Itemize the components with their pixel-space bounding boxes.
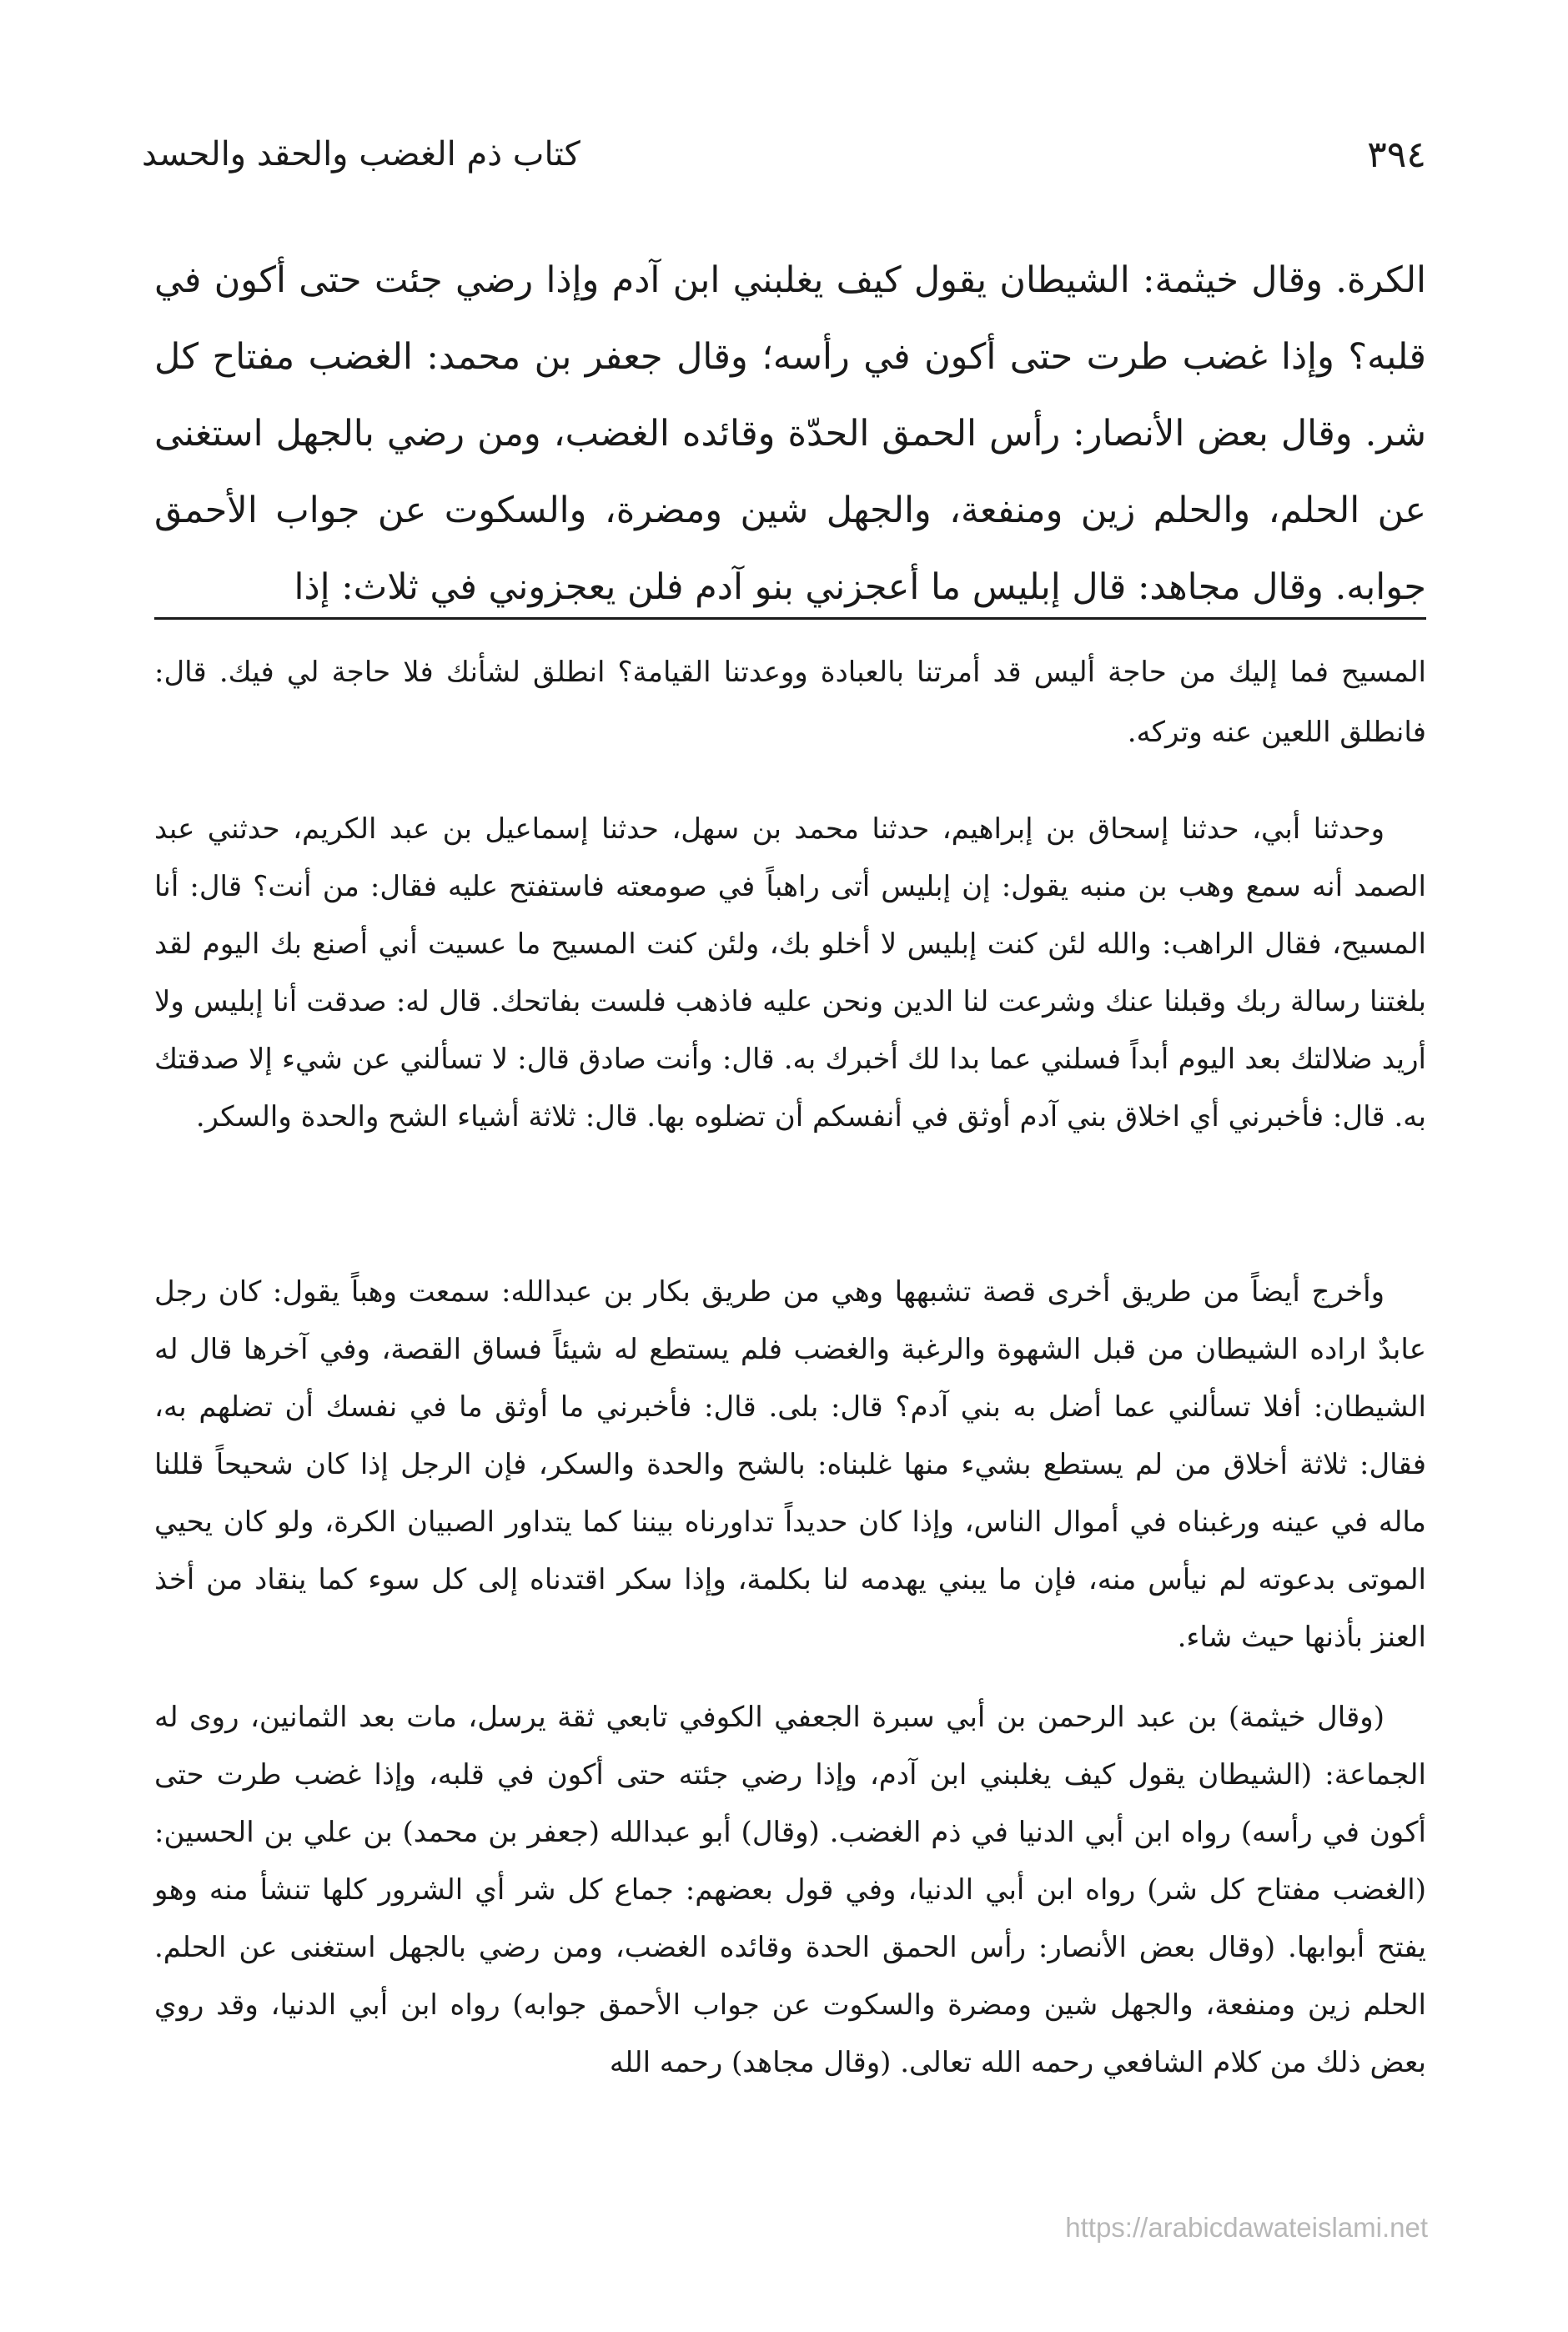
commentary-paragraph-3: (وقال خيثمة) بن عبد الرحمن بن أبي سبرة الجعفي الكوفي تابعي ثقة يرسل، مات بعد الثمانين، روى له الجماعة: (الشيطان يقول كيف يغلبني ابن آدم، وإذا رضي جئته حتى أكون في قلبه، وإذا غضب طرت حتى أكون في رأسه) رواه ابن أبي الدنيا في ذم الغضب. (وقال) أبو عبدالله (جعفر بن محمد) بن علي بن الحسين: (الغضب مفتاح كل شر) رواه ابن أبي الدنيا، وفي قول بعضهم: جماع كل شر أي الشرور كلها تنشأ منه وهو يفتح أبوابها. (وقال بعض الأنصار: رأس الحمق الحدة وقائده الغضب، ومن رضي بالجهل استغنى عن الحلم. الحلم زين ومنفعة، والجهل شين ومضرة والسكوت عن جواب الأحمق جوابه) رواه ابن أبي الدنيا، وقد روي بعض ذلك من كلام الشافعي رحمه الله تعالى. (وقال مجاهد) رحمه الله: [154, 1701, 1426, 2079]
footnote-text: المسيح فما إليك من حاجة أليس قد أمرتنا بالعبادة ووعدتنا القيامة؟ انطلق لشأنك فلا حاجة لي فيك. قال: فانطلق اللعين عنه وتركه.: [154, 656, 1426, 749]
page-number: ٣٩٤: [1367, 133, 1426, 176]
page-header: [142, 125, 1426, 183]
book-title: كتاب ذم الغضب والحقد والحسد: [142, 135, 580, 173]
footnote-separator: [154, 617, 1426, 620]
commentary-paragraph-1: وحدثنا أبي، حدثنا إسحاق بن إبراهيم، حدثنا محمد بن سهل، حدثنا إسماعيل بن عبد الكريم، حدثني عبد الصمد أنه سمع وهب بن منبه يقول: إن إبليس أتى راهباً في صومعته فاستفتح عليه فقال: من أنت؟ قال: أنا المسيح، فقال الراهب: والله لئن كنت إبليس لا أخلو بك، ولئن كنت المسيح ما عسيت أني أصنع بك اليوم لقد بلغتنا رسالة ربك وقبلنا عنك وشرعت لنا الدين ونحن عليه فاذهب فلست بفاتحك. قال له: صدقت أنا إبليس ولا أريد ضلالتك بعد اليوم أبداً فسلني عما بدا لك أخبرك به. قال: وأنت صادق قال: لا تسألني عن شيء إلا صدقتك به. قال: فأخبرني أي اخلاق بني آدم أوثق في أنفسكم أن تضلوه بها. قال: ثلاثة أشياء الشح والحدة والسكر.: [154, 812, 1426, 1133]
watermark-url: https://arabicdawateislami.net: [1065, 2212, 1428, 2243]
main-text: الكرة. وقال خيثمة: الشيطان يقول كيف يغلبني ابن آدم وإذا رضي جئت حتى أكون في قلبه؟ وإذا غضب طرت حتى أكون في رأسه؛ وقال جعفر بن محمد: الغضب مفتاح كل شر. وقال بعض الأنصار: رأس الحمق الحدّة وقائده الغضب، ومن رضي بالجهل استغنى عن الحلم، والحلم زين ومنفعة، والجهل شين ومضرة، والسكوت عن جواب الأحمق جوابه. وقال مجاهد: قال إبليس ما أعجزني بنو آدم فلن يعجزوني في ثلاث: إذا: [154, 259, 1426, 608]
commentary-paragraph-2: وأخرج أيضاً من طريق أخرى قصة تشبهها وهي من طريق بكار بن عبدالله: سمعت وهباً يقول: كان رجل عابدٌ اراده الشيطان من قبل الشهوة والرغبة والغضب فلم يستطع له شيئاً فساق القصة، وفي آخرها قال له الشيطان: أفلا تسألني عما أضل به بني آدم؟ قال: بلى. قال: فأخبرني ما أوثق ما في نفسك أن تضلهم به، فقال: ثلاثة أخلاق من لم يستطع بشيء منها غلبناه: بالشح والحدة والسكر، فإن الرجل إذا كان شحيحاً قللنا ماله في عينه ورغبناه في أموال الناس، وإذا كان حديداً تداورناه بيننا كما يتداور الصبيان الكرة، ولو كان يحيي الموتى بدعوته لم نيأس منه، فإن ما يبني يهدمه لنا بكلمة، وإذا سكر اقتدناه إلى كل سوء كما ينقاد من أخذ العنز بأذنها حيث شاء.: [154, 1275, 1426, 1654]
